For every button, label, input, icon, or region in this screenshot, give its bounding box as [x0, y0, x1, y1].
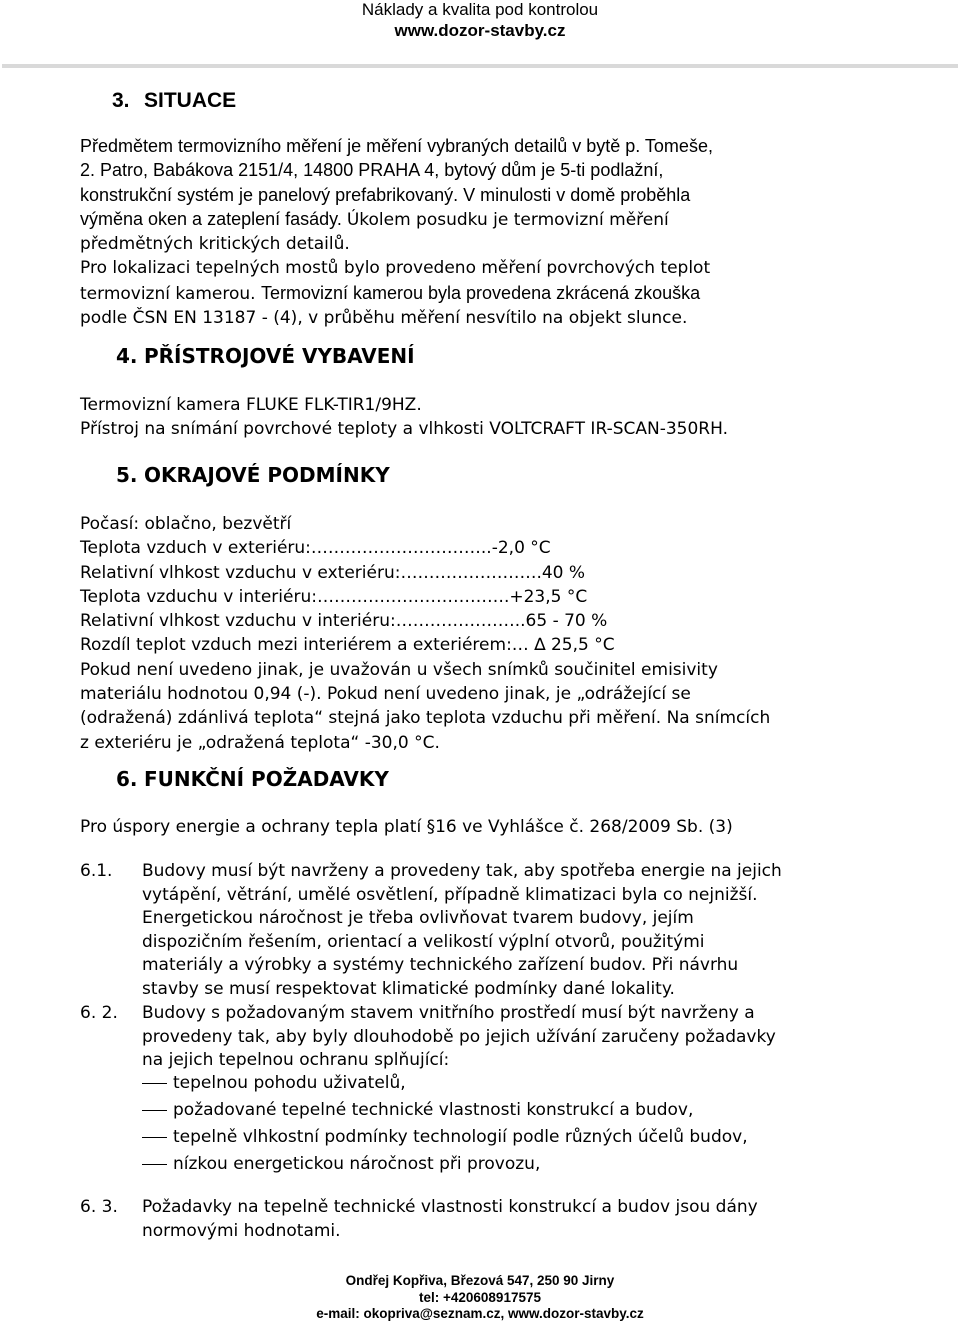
bullet-text: požadované tepelné technické vlastnosti konstrukcí a budov, — [173, 1100, 694, 1120]
section-3-title: SITUACE — [144, 89, 237, 112]
dash-marker — [142, 1164, 167, 1165]
item-number: 6. 2. — [80, 1003, 118, 1023]
header-website: www.dozor-stavby.cz — [394, 21, 566, 40]
text-line: materiálu hodnotou 0,94 (-). Pokud není uvedeno jinak, je „odrážející se — [80, 684, 691, 705]
dash-marker — [142, 1083, 167, 1084]
section-6-number: 6. — [116, 767, 138, 791]
text-line: 2. Patro, Babákova 2151/4, 14800 PRAHA 4, bytový dům je 5-ti podlažní, — [80, 160, 664, 181]
header-divider — [2, 64, 958, 68]
section-3-heading — [112, 89, 236, 113]
dash-marker — [142, 1110, 167, 1111]
text-line: z exteriéru je „odražená teplota“ -30,0 °C. — [80, 732, 440, 753]
item-text: Budovy s požadovaným stavem vnitřního prostředí musí být navrženy a provedeny tak, aby byly dlouhodobě po jejich užívání zaručeny požadavky na jejich tepelnou ochranu splňující: — [142, 1003, 776, 1071]
section-5-title: OKRAJOVÉ PODMÍNKY — [144, 463, 390, 487]
section-5-number: 5. — [116, 463, 138, 487]
text-line: podle ČSN EN 13187 - (4), v průběhu měření nesvítilo na objekt slunce. — [80, 308, 688, 329]
text-line: Pro lokalizaci tepelných mostů bylo provedeno měření povrchových teplot — [80, 258, 711, 279]
text-line: výměna oken a zateplení fasády. Úkolem posudku je termovizní měření — [80, 208, 669, 230]
task-sentence: Úkolem posudku je termovizní měření — [346, 209, 669, 230]
text-line: Přístroj na snímání povrchové teploty a vlhkosti VOLTCRAFT IR-SCAN-350RH. — [80, 419, 728, 440]
text-line: předmětných kritických detailů. — [80, 234, 350, 255]
text-line: Relativní vlhkost vzduchu v interiéru:…………………..65 - 70 % — [80, 611, 608, 632]
section-4-text — [80, 393, 880, 442]
text-line: Pokud není uvedeno jinak, je uvažován u všech snímků součinitel emisivity — [80, 659, 718, 680]
section-6-intro: Pro úspory energie a ochrany tepla platí §16 ve Vyhlášce č. 268/2009 Sb. (3) — [80, 817, 733, 837]
dash-marker — [142, 1137, 167, 1138]
item-text: Požadavky na tepelně technické vlastnosti konstrukcí a budov jsou dány normovými hodnotami. — [142, 1197, 758, 1241]
text-line: Teplota vzduchu v interiéru:…………………………….+23,5 °C — [80, 586, 588, 607]
item-number: 6.1. — [80, 861, 113, 881]
text-line: termovizní kamerou. Termovizní kamerou byla provedena zkrácená zkouška — [80, 282, 701, 304]
section-4-heading — [116, 344, 415, 368]
bullet-text: tepelnou pohodu uživatelů, — [173, 1073, 406, 1093]
section-4-title: PŘÍSTROJOVÉ VYBAVENÍ — [144, 344, 415, 368]
section-5-text — [80, 512, 880, 755]
text-line: Termovizní kamera FLUKE FLK-TIR1/9HZ. — [80, 395, 422, 415]
item-text: Budovy musí být navrženy a provedeny tak, aby spotřeba energie na jejich vytápění, větrání, umělé osvětlení, případně klimatizaci byla co nejnižší. Energetickou náročnost je třeba ovlivňovat tvarem budovy, jejím dispozičním řešením, orientací a velikostí výplní otvorů, použitými materiály a výrobky a systémy technického zařízení budov. Při návrhu stavby se musí respektovat klimatické podmínky dané lokality. — [142, 861, 782, 999]
section-3-number: 3. — [112, 89, 130, 112]
item-number: 6. 3. — [80, 1197, 118, 1217]
bullet-text: tepelně vlhkostní podmínky technologií podle různých účelů budov, — [173, 1127, 748, 1147]
section-6-title: FUNKČNÍ POŽADAVKY — [144, 767, 389, 791]
header-title: Náklady a kvalita pod kontrolou — [361, 0, 599, 19]
section-5-heading — [116, 463, 390, 487]
text-line: Počasí: oblačno, bezvětří — [80, 514, 292, 534]
bullet-text: nízkou energetickou náročnost při provozu, — [173, 1154, 541, 1174]
footer-phone: tel: +420608917575 — [419, 1290, 541, 1305]
text-line: Předmětem termovizního měření je měření vybraných detailů v bytě p. Tomeše, — [80, 136, 713, 156]
text-line: (odražená) zdánlivá teplota“ stejná jako teplota vzduchu při měření. Na snímcích — [80, 708, 771, 729]
section-6-heading — [116, 767, 389, 791]
camera-sentence: Termovizní kamerou byla provedena zkrácená zkouška — [260, 282, 701, 303]
text-line: Relativní vlhkost vzduchu v exteriéru:…………………….40 % — [80, 562, 586, 583]
section-4-number: 4. — [116, 344, 138, 368]
text-line: Rozdíl teplot vzduch mezi interiérem a exteriérem:… ∆ 25,5 °C — [80, 635, 615, 656]
section-3-text — [80, 134, 880, 330]
text-line: Teplota vzduch v exteriéru:…………………………..-2,0 °C — [80, 538, 551, 559]
footer-contact: e-mail: okopriva@seznam.cz, www.dozor-stavby.cz — [316, 1306, 644, 1321]
text-line: konstrukční systém je panelový prefabrikovaný. V minulosti v domě proběhla — [80, 184, 691, 205]
footer-address: Ondřej Kopřiva, Březová 547, 250 90 Jirny — [345, 1273, 615, 1288]
